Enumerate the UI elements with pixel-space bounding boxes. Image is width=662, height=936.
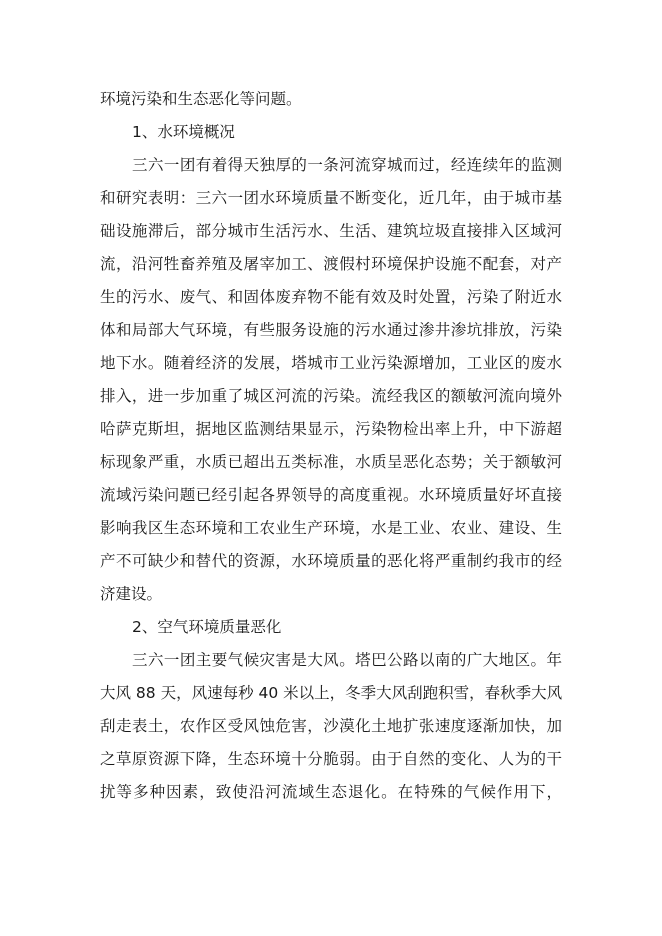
paragraph-line: 标现象严重，水质已超出五类标准，水质呈恶化态势；关于额敏河 bbox=[100, 453, 562, 471]
paragraph-line: 三六一团有着得天独厚的一条河流穿城而过，经连续年的监测 bbox=[132, 156, 562, 174]
section-heading-water: 1、水环境概况 bbox=[132, 123, 235, 141]
paragraph-line: 产不可缺少和替代的资源，水环境质量的恶化将严重制约我市的经 bbox=[100, 552, 562, 570]
paragraph-line: 生的污水、废气、和固体废弃物不能有效及时处置，污染了附近水 bbox=[100, 288, 562, 306]
paragraph-line: 济建设。 bbox=[100, 585, 163, 603]
document-body bbox=[100, 0, 562, 936]
section-heading-air: 2、空气环境质量恶化 bbox=[132, 618, 282, 636]
paragraph-line: 体和局部大气环境，有些服务设施的污水通过渗井渗坑排放，污染 bbox=[100, 321, 562, 339]
paragraph-line: 三六一团主要气候灾害是大风。塔巴公路以南的广大地区。年 bbox=[132, 651, 562, 669]
paragraph-line: 流域污染问题已经引起各界领导的高度重视。水环境质量好坏直接 bbox=[100, 486, 562, 504]
paragraph-line: 影响我区生态环境和工农业生产环境，水是工业、农业、建设、生 bbox=[100, 519, 562, 537]
paragraph-line: 和研究表明：三六一团水环境质量不断变化，近几年，由于城市基 bbox=[100, 189, 562, 207]
paragraph-line: 哈萨克斯坦，据地区监测结果显示，污染物检出率上升，中下游超 bbox=[100, 420, 562, 438]
paragraph-line: 之草原资源下降，生态环境十分脆弱。由于自然的变化、人为的干 bbox=[100, 750, 562, 768]
paragraph-line: 础设施滞后，部分城市生活污水、生活、建筑垃圾直接排入区域河 bbox=[100, 222, 562, 240]
paragraph-line: 大风 88 天，风速每秒 40 米以上，冬季大风刮跑积雪，春秋季大风 bbox=[100, 684, 563, 702]
paragraph-line: 排入，进一步加重了城区河流的污染。流经我区的额敏河流向境外 bbox=[100, 387, 562, 405]
paragraph-line: 刮走表土，农作区受风蚀危害，沙漠化土地扩张速度逐渐加快，加 bbox=[100, 717, 562, 735]
paragraph-line: 扰等多种因素，致使沿河流域生态退化。在特殊的气候作用下， bbox=[100, 783, 562, 801]
paragraph-line: 地下水。随着经济的发展，塔城市工业污染源增加，工业区的废水 bbox=[100, 354, 562, 372]
paragraph-line: 流，沿河牲畜养殖及屠宰加工、渡假村环境保护设施不配套，对产 bbox=[100, 255, 562, 273]
paragraph-line: 环境污染和生态恶化等问题。 bbox=[100, 90, 302, 108]
